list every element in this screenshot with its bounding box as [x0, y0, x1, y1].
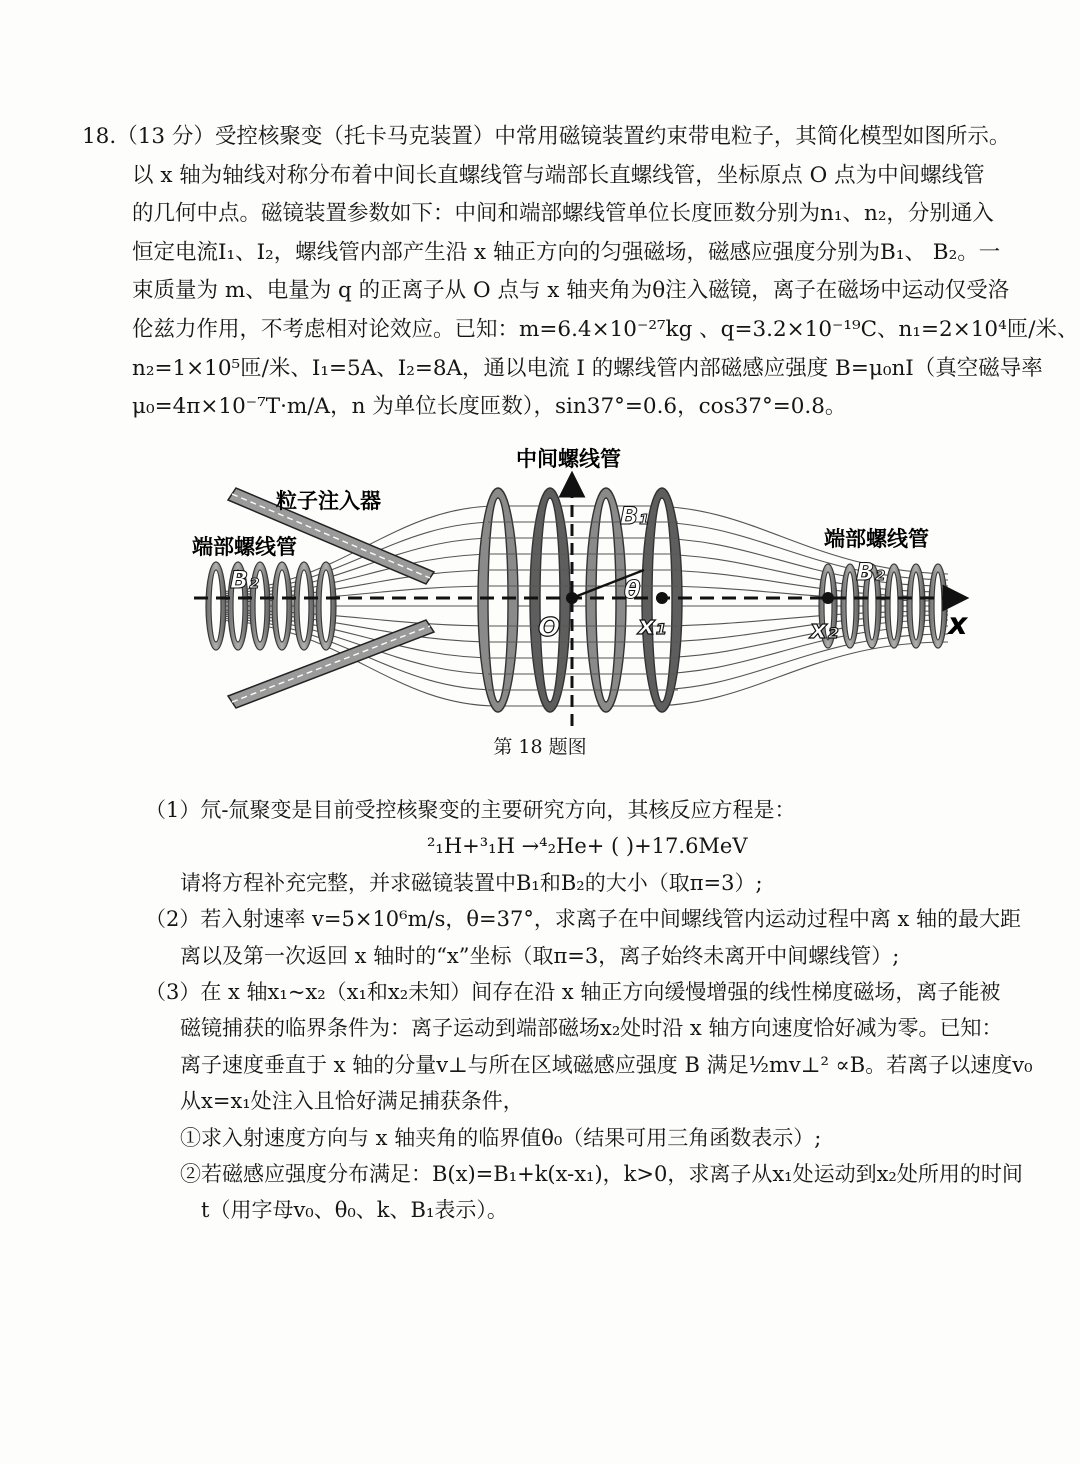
question-3-line: 磁镜捕获的临界条件为：离子运动到端部磁场x₂处时沿 x 轴方向速度恰好减为零。已知： — [180, 1016, 1003, 1041]
middle-solenoid-label: 中间螺线管 — [516, 447, 621, 471]
b2-right-label: B₂ — [856, 558, 885, 586]
question-3-line: 从x=x₁处注入且恰好满足捕获条件， — [180, 1089, 524, 1114]
b2-left-label: B₂ — [230, 566, 259, 594]
question-3-line: 离子速度垂直于 x 轴的分量v⊥与所在区域磁感应强度 B 满足½mv⊥² ∝B。若离子以速度v₀ — [180, 1052, 1033, 1077]
x1-label: x₁ — [638, 611, 667, 641]
problem-line: n₂=1×10⁵匝/米、I₁=5A、I₂=8A，通以电流 I 的螺线管内部磁感应强度 B=μ₀nI（真空磁导率 — [132, 355, 1043, 381]
b1-label: B₁ — [620, 502, 649, 530]
problem-line: 恒定电流I₁、I₂，螺线管内部产生沿 x 轴正方向的匀强磁场，磁感应强度分别为B₁、 B₂。一 — [132, 239, 1001, 265]
question-3-line: （3）在 x 轴x₁~x₂（x₁和x₂未知）间存在沿 x 轴正方向缓慢增强的线性梯度磁场，离子能被 — [145, 980, 1001, 1005]
x2-point — [822, 592, 834, 604]
injector-label: 粒子注入器 — [276, 489, 381, 513]
x1-point — [656, 592, 668, 604]
problem-score: （13 分） — [116, 124, 215, 149]
sub-questions — [145, 792, 1035, 1229]
problem-line: 的几何中点。磁镜装置参数如下：中间和端部螺线管单位长度匝数分别为n₁、n₂，分别通入 — [132, 201, 994, 227]
problem-line: μ₀=4π×10⁻⁷T·m/A，n 为单位长度匝数），sin37°=0.6，cos37°=0.8。 — [132, 394, 847, 420]
origin-label: O — [538, 613, 561, 643]
question-1-line: （1）氘-氚聚变是目前受控核聚变的主要研究方向，其核反应方程是： — [145, 798, 796, 822]
right-end-solenoid-label: 端部螺线管 — [824, 527, 929, 551]
question-1-line: 请将方程补充完整，并求磁镜装置中B₁和B₂的大小（取π=3）; — [180, 870, 763, 895]
left-end-solenoid-label: 端部螺线管 — [192, 535, 297, 559]
question-3-sub-2: ②若磁感应强度分布满足：B(x)=B₁+k(x-x₁)，k>0，求离子从x₁处运动到x₂处所用的时间 — [180, 1162, 1023, 1187]
magnetic-mirror-figure — [188, 440, 984, 726]
question-3-sub-2: t（用字母v₀、θ₀、k、B₁表示）。 — [201, 1198, 508, 1223]
theta-label: θ — [624, 576, 641, 604]
x2-label: x₂ — [810, 615, 839, 645]
x-axis-label: x — [948, 607, 968, 642]
question-3-sub-1: ①求入射速度方向与 x 轴夹角的临界值θ₀（结果可用三角函数表示）; — [180, 1125, 822, 1150]
question-2-line: （2）若入射速率 v=5×10⁶m/s，θ=37°，求离子在中间螺线管内运动过程中离 x 轴的最大距 — [145, 907, 1022, 932]
nuclear-equation: ²₁H+³₁H →⁴₂He+ ( )+17.6MeV — [427, 834, 748, 859]
problem-line: 束质量为 m、电量为 q 的正离子从 O 点与 x 轴夹角为θ注入磁镜，离子在磁场中运动仅受洛 — [132, 278, 1010, 304]
problem-number: 18. — [82, 124, 117, 149]
problem-statement — [82, 118, 1079, 427]
figure-caption: 第 18 题图 — [493, 736, 587, 758]
problem-line: 受控核聚变（托卡马克装置）中常用磁镜装置约束带电粒子，其简化模型如图所示。 — [214, 124, 1011, 149]
problem-line: 伦兹力作用，不考虑相对论效应。已知：m=6.4×10⁻²⁷kg 、q=3.2×10⁻¹⁹C、n₁=2×10⁴匝/米、 — [132, 316, 1079, 342]
problem-first-line — [82, 118, 1032, 157]
question-2-line: 离以及第一次返回 x 轴时的“x”坐标（取π=3，离子始终未离开中间螺线管）; — [180, 943, 900, 968]
problem-line: 以 x 轴为轴线对称分布着中间长直螺线管与端部长直螺线管，坐标原点 O 点为中间螺线管 — [132, 162, 985, 188]
